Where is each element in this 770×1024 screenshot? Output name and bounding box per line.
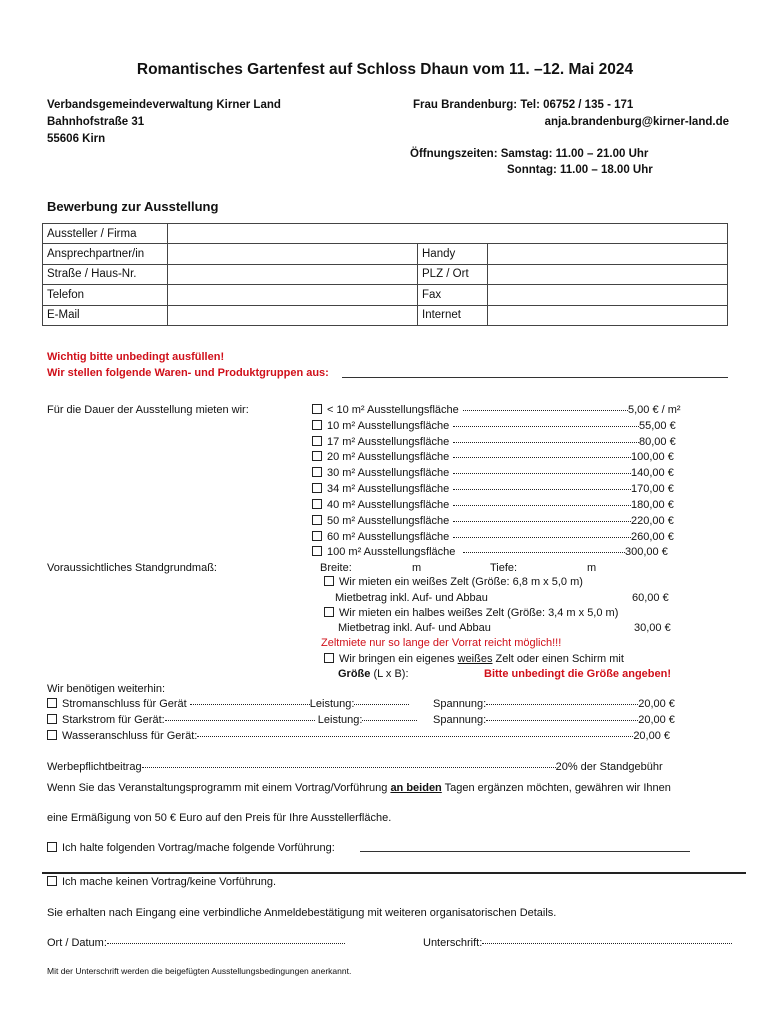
- program-text-end: Tagen ergänzen möchten, gewähren wir Ihnen: [441, 782, 671, 794]
- area-label: 10 m² Ausstellungsfläche: [327, 420, 450, 432]
- dot-leader: [463, 552, 625, 553]
- exhibitor-field[interactable]: [168, 224, 728, 244]
- tent-half-price: 30,00 €: [634, 622, 671, 634]
- own-tent-underlined: weißes: [457, 653, 493, 665]
- dot-leader: [453, 442, 639, 443]
- width-label: Breite:: [320, 562, 352, 574]
- area-option[interactable]: [312, 546, 668, 558]
- area-price: 300,00 €: [625, 546, 668, 558]
- area-price: 140,00 €: [631, 467, 674, 479]
- power-option[interactable]: [47, 698, 409, 710]
- tent-full-label: Wir mieten ein weißes Zelt (Größe: 6,8 m x 5,0 m): [339, 576, 583, 588]
- talk-yes-label: Ich halte folgenden Vortrag/mache folgende Vorführung:: [62, 842, 335, 854]
- own-tent-option[interactable]: [324, 653, 624, 665]
- checkbox-icon[interactable]: [47, 730, 57, 740]
- area-label: 40 m² Ausstellungsfläche: [327, 499, 450, 511]
- checkbox-icon[interactable]: [324, 607, 334, 617]
- checkbox-icon[interactable]: [312, 515, 322, 525]
- power-performance-label: Leistung:: [309, 698, 355, 710]
- opening-hours-sunday: Sonntag: 11.00 – 18.00 Uhr: [507, 164, 653, 176]
- dot-leader: [165, 720, 315, 721]
- page-title: Romantisches Gartenfest auf Schloss Dhaun vom 11. –12. Mai 2024: [136, 61, 634, 78]
- email-field[interactable]: [168, 305, 418, 325]
- tent-half-option[interactable]: [324, 607, 618, 619]
- phone-field[interactable]: [168, 285, 418, 305]
- program-text-start: Wenn Sie das Veranstaltungsprogramm mit einem Vortrag/Vorführung: [47, 782, 391, 794]
- checkbox-icon[interactable]: [324, 653, 334, 663]
- checkbox-icon[interactable]: [312, 546, 322, 556]
- form-row-address: [43, 264, 728, 284]
- place-date-field[interactable]: [107, 943, 345, 944]
- size-warning: Bitte unbedingt die Größe angeben!: [484, 668, 671, 680]
- checkbox-icon[interactable]: [324, 576, 334, 586]
- zip-city-field[interactable]: [488, 264, 728, 284]
- rent-label: Für die Dauer der Ausstellung mieten wir:: [47, 404, 249, 416]
- exhibitor-label: Aussteller / Firma: [43, 224, 168, 244]
- checkbox-icon[interactable]: [47, 714, 57, 724]
- dot-leader: [453, 426, 639, 427]
- signature-field[interactable]: [482, 943, 732, 944]
- area-price: 5,00 € / m²: [628, 404, 681, 416]
- phone-label: Telefon: [43, 285, 168, 305]
- fax-label: Fax: [418, 285, 488, 305]
- dot-leader: [362, 720, 417, 721]
- form-row-exhibitor: [43, 224, 728, 244]
- checkbox-icon[interactable]: [312, 499, 322, 509]
- area-option[interactable]: [312, 483, 674, 495]
- form-row-contact: [43, 244, 728, 264]
- zip-city-label: PLZ / Ort: [418, 264, 488, 284]
- opening-hours-saturday: Öffnungszeiten: Samstag: 11.00 – 21.00 Uhr: [410, 148, 649, 160]
- ad-fee-line: [47, 761, 663, 773]
- signature-label: Unterschrift:: [423, 937, 483, 949]
- form-row-phone: [43, 285, 728, 305]
- area-price: 55,00 €: [639, 420, 676, 432]
- heavy-performance-label: Leistung:: [317, 714, 363, 726]
- dot-leader: [486, 720, 638, 721]
- dot-leader: [354, 704, 409, 705]
- products-label: Wir stellen folgende Waren- und Produktgruppen aus:: [47, 367, 329, 379]
- checkbox-icon[interactable]: [47, 698, 57, 708]
- contact-email[interactable]: anja.brandenburg@kirner-land.de: [544, 116, 729, 128]
- heavy-voltage: [433, 714, 675, 726]
- depth-unit: m: [587, 562, 597, 574]
- checkbox-icon[interactable]: [312, 451, 322, 461]
- dot-leader: [453, 457, 631, 458]
- area-price: 220,00 €: [631, 515, 674, 527]
- org-name: Verbandsgemeindeverwaltung Kirner Land: [47, 99, 281, 111]
- stand-size-label: Voraussichtliches Standgrundmaß:: [47, 562, 217, 574]
- section-title: Bewerbung zur Ausstellung: [47, 199, 219, 214]
- area-label: 100 m² Ausstellungsfläche: [327, 546, 456, 558]
- mobile-label: Handy: [418, 244, 488, 264]
- dot-leader: [453, 537, 631, 538]
- contact-person-label: Ansprechpartner/in: [43, 244, 168, 264]
- area-option[interactable]: [312, 451, 674, 463]
- area-price: 260,00 €: [631, 531, 674, 543]
- checkbox-icon[interactable]: [312, 467, 322, 477]
- needs-label: Wir benötigen weiterhin:: [47, 683, 166, 695]
- tent-supply-notice: Zeltmiete nur so lange der Vorrat reicht möglich!!!: [321, 637, 562, 649]
- area-label: 34 m² Ausstellungsfläche: [327, 483, 450, 495]
- checkbox-icon[interactable]: [312, 420, 322, 430]
- area-price: 100,00 €: [631, 451, 674, 463]
- tent-half-rent-label: Mietbetrag inkl. Auf- und Abbau: [338, 622, 491, 634]
- tent-full-option[interactable]: [324, 576, 583, 588]
- area-option[interactable]: [312, 467, 674, 479]
- form-row-email: [43, 305, 728, 325]
- area-price: 170,00 €: [631, 483, 674, 495]
- power-price: 20,00 €: [638, 698, 675, 710]
- checkbox-icon[interactable]: [312, 404, 322, 414]
- area-label: 17 m² Ausstellungsfläche: [327, 436, 450, 448]
- heavy-voltage-label: Spannung:: [433, 714, 487, 726]
- street-label: Straße / Haus-Nr.: [43, 264, 168, 284]
- heavy-current-label: Starkstrom für Gerät:: [62, 714, 165, 726]
- important-notice: Wichtig bitte unbedingt ausfüllen!: [47, 351, 225, 363]
- signature-line[interactable]: [423, 937, 732, 949]
- width-unit: m: [412, 562, 422, 574]
- talk-no-label: Ich mache keinen Vortrag/keine Vorführung.: [62, 876, 277, 888]
- dot-leader: [463, 410, 628, 411]
- water-option[interactable]: [47, 730, 670, 742]
- own-tent-size: [338, 668, 409, 680]
- tent-full-price: 60,00 €: [632, 592, 669, 604]
- area-price: 80,00 €: [639, 436, 676, 448]
- place-date-line[interactable]: [47, 937, 345, 949]
- contact-person-field[interactable]: [168, 244, 418, 264]
- area-label: 60 m² Ausstellungsfläche: [327, 531, 450, 543]
- area-option[interactable]: [312, 436, 676, 448]
- dot-leader: [453, 473, 631, 474]
- talk-no-option[interactable]: [47, 876, 276, 888]
- water-price: 20,00 €: [633, 730, 671, 742]
- checkbox-icon[interactable]: [312, 436, 322, 446]
- tent-full-rent-label: Mietbetrag inkl. Auf- und Abbau: [335, 592, 488, 604]
- area-label: 50 m² Ausstellungsfläche: [327, 515, 450, 527]
- area-label: 30 m² Ausstellungsfläche: [327, 467, 450, 479]
- program-text: [47, 782, 671, 794]
- org-city: 55606 Kirn: [47, 133, 106, 145]
- mobile-field[interactable]: [488, 244, 728, 264]
- checkbox-icon[interactable]: [312, 483, 322, 493]
- place-date-label: Ort / Datum:: [47, 937, 107, 949]
- ad-fee-value: 20% der Standgebühr: [555, 761, 663, 773]
- depth-label: Tiefe:: [490, 562, 518, 574]
- dot-leader: [453, 521, 631, 522]
- talk-yes-option[interactable]: [47, 842, 335, 854]
- dot-leader: [142, 767, 556, 768]
- own-tent-text-end: Zelt oder einen Schirm mit: [492, 653, 624, 665]
- power-label: Stromanschluss für Gerät: [62, 698, 187, 710]
- power-voltage: [433, 698, 675, 710]
- area-option[interactable]: [312, 531, 674, 543]
- divider: [42, 872, 746, 874]
- email-label: E-Mail: [43, 305, 168, 325]
- program-text-emphasis: an beiden: [390, 782, 442, 794]
- org-street: Bahnhofstraße 31: [47, 116, 145, 128]
- heavy-current-option[interactable]: [47, 714, 417, 726]
- applicant-form-table: [42, 223, 728, 326]
- power-voltage-label: Spannung:: [433, 698, 487, 710]
- contact-phone: Frau Brandenburg: Tel: 06752 / 135 - 171: [413, 99, 634, 111]
- dot-leader: [486, 704, 638, 705]
- footer-note: Mit der Unterschrift werden die beigefügten Ausstellungsbedingungen anerkannt.: [47, 966, 352, 976]
- discount-text: eine Ermäßigung von 50 € Euro auf den Preis für Ihre Ausstellerfläche.: [47, 812, 392, 824]
- checkbox-icon[interactable]: [312, 531, 322, 541]
- checkbox-icon[interactable]: [47, 876, 57, 886]
- area-label: 20 m² Ausstellungsfläche: [327, 451, 450, 463]
- fax-field[interactable]: [488, 285, 728, 305]
- area-option[interactable]: [312, 420, 676, 432]
- area-label: < 10 m² Ausstellungsfläche: [327, 404, 459, 416]
- water-label: Wasseranschluss für Gerät:: [62, 730, 198, 742]
- ad-fee-label: Werbepflichtbeitrag: [47, 761, 142, 773]
- area-price: 180,00 €: [631, 499, 674, 511]
- internet-field[interactable]: [488, 305, 728, 325]
- heavy-price: 20,00 €: [638, 714, 675, 726]
- size-hint: (L x B):: [370, 668, 409, 680]
- area-option[interactable]: [312, 515, 674, 527]
- size-label: Größe: [338, 668, 371, 680]
- internet-label: Internet: [418, 305, 488, 325]
- confirmation-text: Sie erhalten nach Eingang eine verbindliche Anmeldebestätigung mit weiteren organisatorischen Details.: [47, 907, 557, 919]
- dot-leader: [453, 505, 631, 506]
- tent-half-label: Wir mieten ein halbes weißes Zelt (Größe: 3,4 m x 5,0 m): [339, 607, 619, 619]
- checkbox-icon[interactable]: [47, 842, 57, 852]
- dot-leader: [190, 704, 310, 705]
- talk-input-line[interactable]: [360, 851, 690, 852]
- dot-leader: [453, 489, 631, 490]
- products-input-line[interactable]: [342, 377, 728, 378]
- area-option[interactable]: [312, 404, 681, 416]
- area-option[interactable]: [312, 499, 674, 511]
- street-field[interactable]: [168, 264, 418, 284]
- own-tent-text: Wir bringen ein eigenes: [339, 653, 458, 665]
- dot-leader: [197, 736, 633, 737]
